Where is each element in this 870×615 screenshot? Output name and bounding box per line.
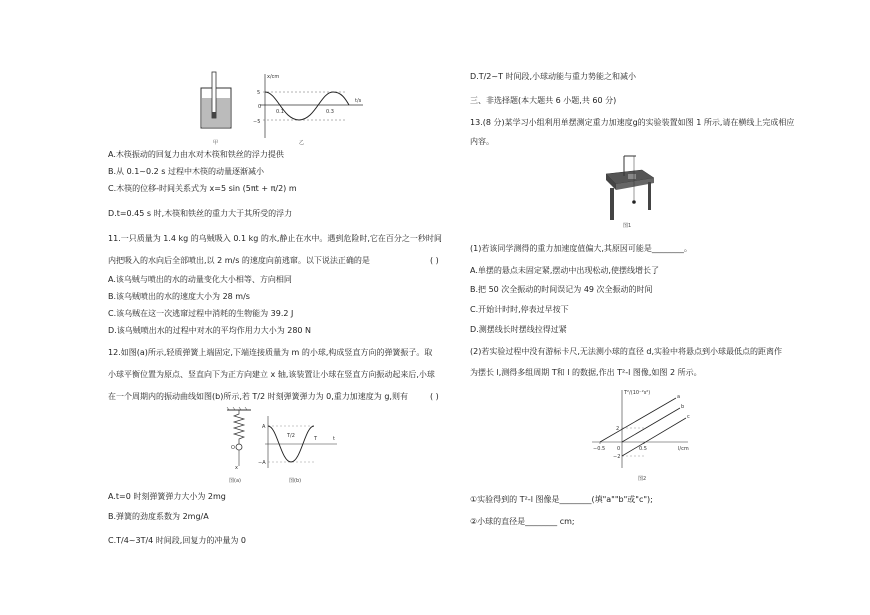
q11-option-a: A.该乌贼与喷出的水的动量变化大小相等、方向相同 — [108, 275, 292, 284]
graph-T-label: T — [314, 436, 318, 442]
q10-option-b: B.从 0.1~0.2 s 过程中木筷的动量逐渐减小 — [108, 167, 264, 176]
spring-diagram — [227, 407, 251, 466]
line-a — [600, 398, 676, 442]
fig2-xtick-neg0-5: −0.5 — [593, 446, 606, 452]
sine-graph — [260, 74, 363, 138]
label-yi: 乙 — [299, 140, 305, 146]
fig2-ytick-neg2: −2 — [613, 454, 621, 460]
figure-wood-oscillation — [195, 68, 370, 148]
q11-stem-line1: 11.一只质量为 1.4 kg 的乌贼吸入 0.1 kg 的水,静止在水中。遇到危险时,它在百分之一秒时间 — [108, 234, 442, 243]
q11-option-c: C.该乌贼在这一次逃窜过程中消耗的生物能为 39.2 J — [108, 309, 294, 318]
line-b — [622, 408, 680, 442]
label-jia: 甲 — [213, 140, 219, 146]
figure-1-pendulum — [598, 150, 658, 228]
q13-part1-option-c: C.开始计时时,停表过早按下 — [470, 305, 569, 314]
q12-option-a: A.t=0 时刻弹簧弹力大小为 2mg — [108, 492, 226, 501]
graph-t-label: t — [333, 436, 335, 442]
q12-answer-paren: ( ) — [430, 392, 439, 401]
line-c-label: c — [687, 414, 690, 420]
q13-part2-sub2: ②小球的直径是________ cm; — [470, 517, 575, 526]
q13-part1-option-a: A.单摆的悬点未固定紧,摆动中出现松动,使摆线增长了 — [470, 266, 659, 275]
q11-answer-paren: ( ) — [430, 256, 439, 265]
x-tick-0-3: 0.3 — [326, 109, 334, 115]
q13-part1-option-d: D.测摆线长时摆线拉得过紧 — [470, 325, 567, 334]
q11-option-b: B.该乌贼喷出的水的速度大小为 28 m/s — [108, 292, 250, 301]
x-tick-0-1: 0.1 — [276, 109, 284, 115]
q12-option-c: C.T/4~3T/4 时间段,回复力的冲量为 0 — [108, 536, 246, 545]
line-b-label: b — [681, 404, 685, 410]
y-tick-5: 5 — [257, 90, 261, 96]
q12-option-b: B.弹簧的劲度系数为 2mg/A — [108, 512, 209, 521]
spring-origin-label: O — [231, 445, 235, 451]
q13-stem-line2: 内容。 — [470, 137, 494, 146]
q10-option-a: A.木筷振动的回复力由水对木筷和铁丝的浮力提供 — [108, 150, 284, 159]
figure-2-t2-l-graph — [588, 384, 698, 484]
q13-part2-sub1: ①实验得到的 T²-l 图像是________(填"a""b"或"c"); — [470, 495, 653, 504]
caption-fig2: 图2 — [638, 476, 647, 482]
q13-part2-line1: (2)若实验过程中没有游标卡尺,无法测小球的直径 d,实验中将悬点到小球最低点的距离作 — [470, 347, 783, 356]
q12-stem-line2: 小球平衡位置为原点、竖直向下为正方向建立 x 轴,该装置让小球在竖直方向振动起来后,小球 — [108, 370, 435, 379]
fig2-ylabel: T²/(10⁻²s²) — [624, 390, 651, 396]
caption-fig-b: 图(b) — [289, 478, 302, 484]
caption-fig1: 图1 — [623, 223, 632, 228]
graph-negA-label: −A — [258, 460, 266, 466]
spring-x-label: x — [235, 465, 238, 471]
fig2-ytick-2: 2 — [616, 426, 620, 432]
q13-part1: (1)若该同学测得的重力加速度值偏大,其原因可能是________。 — [470, 244, 692, 253]
caption-fig-a: 图(a) — [229, 478, 241, 484]
q10-option-c: C.木筷的位移-时间关系式为 x=5 sin (5πt + π/2) m — [108, 184, 297, 193]
graph-A-label: A — [262, 424, 266, 430]
section-3-heading: 三、非选择题(本大题共 6 小题,共 60 分) — [470, 96, 617, 105]
beaker-diagram — [201, 72, 231, 128]
q13-part1-option-b: B.把 50 次全振动的时间误记为 49 次全振动的时间 — [470, 285, 653, 294]
y-tick-neg5: −5 — [253, 119, 261, 125]
figure-spring-oscillator — [225, 406, 345, 486]
cosine-graph — [265, 416, 337, 468]
axis-label-t-s: t/s — [355, 98, 362, 104]
q11-stem-line2: 内把吸入的水向后全部喷出,以 2 m/s 的速度向前逃窜。以下说法正确的是 — [108, 256, 370, 265]
q12-stem-line1: 12.如图(a)所示,轻质弹簧上端固定,下端连接质量为 m 的小球,构成竖直方向的弹簧振子。取 — [108, 348, 433, 357]
q13-part2-line2: 为摆长 l,测得多组周期 T和 l 的数据,作出 T²-l 图像,如图 2 所示。 — [470, 368, 702, 377]
axis-label-x-cm: x/cm — [267, 74, 280, 80]
q11-option-d: D.该乌贼喷出水的过程中对水的平均作用力大小为 280 N — [108, 326, 312, 335]
fig2-xtick-0-5: 0.5 — [639, 446, 647, 452]
q13-stem-line1: 13.(8 分)某学习小组利用单摆测定重力加速度g的实验装置如图 1 所示,请在横线上完成相应 — [470, 118, 795, 127]
q12-stem-line3: 在一个周期内的振动曲线如图(b)所示,若 T/2 时刻弹簧弹力为 0,重力加速度为 g,则有 — [108, 392, 408, 401]
y-tick-0: 0 — [258, 104, 262, 110]
fig2-xtick-0: 0 — [617, 446, 621, 452]
graph-T2-label: T/2 — [287, 433, 295, 439]
q10-option-d: D.t=0.45 s 时,木筷和铁丝的重力大于其所受的浮力 — [108, 209, 293, 218]
q12-option-d: D.T/2~T 时间段,小球动能与重力势能之和减小 — [470, 72, 637, 81]
line-a-label: a — [677, 394, 681, 400]
t2-l-axes — [592, 390, 688, 468]
fig2-xlabel: l/cm — [678, 446, 689, 452]
pendulum-apparatus — [606, 156, 654, 220]
